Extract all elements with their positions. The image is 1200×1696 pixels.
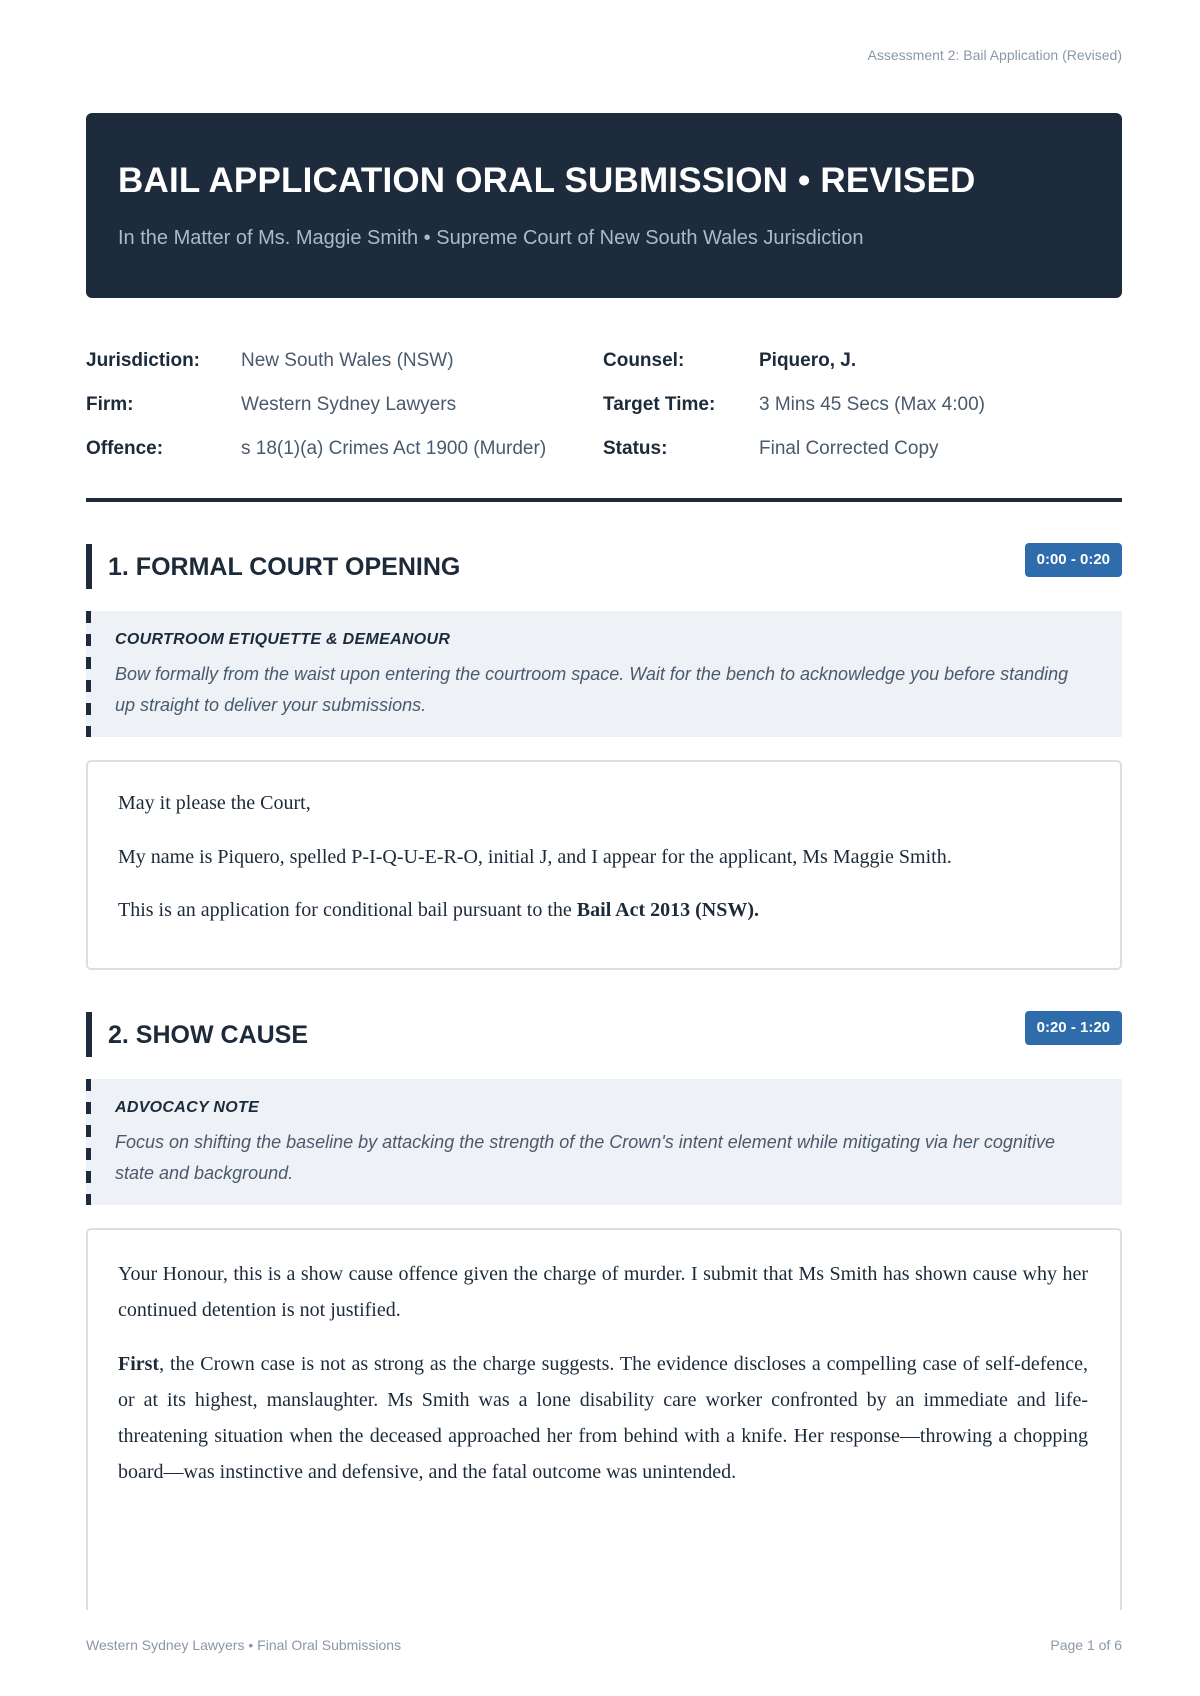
- document-title: BAIL APPLICATION ORAL SUBMISSION • REVISED: [118, 161, 976, 200]
- metadata-row: [86, 394, 1122, 418]
- target-time-value: 3 Mins 45 Secs (Max 4:00): [759, 394, 985, 415]
- jurisdiction-label: Jurisdiction:: [86, 350, 201, 371]
- firm-value: Western Sydney Lawyers: [241, 394, 457, 415]
- emphasis-first: First: [118, 1353, 160, 1375]
- offence-value: s 18(1)(a) Crimes Act 1900 (Murder): [241, 438, 547, 459]
- note-dashed-border: [86, 1079, 91, 1205]
- metadata-row: [86, 350, 1122, 374]
- time-badge: 0:00 - 0:20: [1025, 543, 1122, 577]
- counsel-label: Counsel:: [603, 350, 685, 371]
- script-paragraph: [118, 1346, 1088, 1490]
- heading-accent-bar: [86, 544, 92, 589]
- advocacy-note: [86, 1079, 1122, 1205]
- script-paragraph: [118, 899, 759, 922]
- script-text: This is an application for conditional bail pursuant to the: [118, 899, 577, 921]
- note-text: Bow formally from the waist upon entering the courtroom space. Wait for the bench to acknowledge you before standing up straight to deliver your submissions.: [115, 664, 1069, 715]
- status-label: Status:: [603, 438, 668, 459]
- offence-label: Offence:: [86, 438, 164, 459]
- section-formal-court-opening: [86, 544, 1122, 974]
- script-paragraph: May it please the Court,: [118, 792, 311, 814]
- running-header: Assessment 2: Bail Application (Revised): [867, 47, 1122, 63]
- page-number: Page 1 of 6: [1050, 1637, 1122, 1653]
- note-title: ADVOCACY NOTE: [115, 1099, 260, 1116]
- document-page: [86, 0, 1122, 1696]
- etiquette-note: [86, 611, 1122, 737]
- script-box: [86, 760, 1122, 970]
- section-heading: [86, 1012, 1122, 1057]
- section-title: 1. FORMAL COURT OPENING: [108, 553, 461, 581]
- document-subtitle: In the Matter of Ms. Maggie Smith • Supreme Court of New South Wales Jurisdiction: [118, 227, 864, 249]
- heading-accent-bar: [86, 1012, 92, 1057]
- firm-label: Firm:: [86, 394, 134, 415]
- script-box: [86, 1228, 1122, 1610]
- script-text: , the Crown case is not as strong as the charge suggests. The evidence discloses a compelling case of self-defence, or at its highest, manslaughter. Ms Smith was a lone disability care worker confronted by an immediate and life-threatening situation when the deceased approached her from behind with a knife. Her response—throwing a chopping board—was instinctive and defensive, and the fatal outcome was unintended.: [118, 1353, 1088, 1483]
- section-show-cause: [86, 1012, 1122, 1612]
- status-value: Final Corrected Copy: [759, 438, 939, 459]
- section-divider: [86, 498, 1122, 502]
- script-paragraph: My name is Piquero, spelled P-I-Q-U-E-R-O, initial J, and I appear for the applicant, Ms Maggie Smith.: [118, 846, 952, 868]
- running-footer: Western Sydney Lawyers • Final Oral Submissions: [86, 1637, 402, 1653]
- jurisdiction-value: New South Wales (NSW): [241, 350, 454, 371]
- note-text: Focus on shifting the baseline by attacking the strength of the Crown's intent element while mitigating via her cognitive state and background.: [115, 1132, 1055, 1183]
- section-title: 2. SHOW CAUSE: [108, 1021, 309, 1049]
- section-heading: [86, 544, 1122, 589]
- script-paragraph: Your Honour, this is a show cause offence given the charge of murder. I submit that Ms Smith has shown cause why her continued detention is not justified.: [118, 1263, 1088, 1321]
- title-banner: [86, 113, 1122, 298]
- note-dashed-border: [86, 611, 91, 737]
- metadata-row: [86, 438, 1122, 462]
- note-title: COURTROOM ETIQUETTE & DEMEANOUR: [115, 631, 451, 648]
- bail-act-citation: Bail Act 2013 (NSW).: [576, 899, 760, 921]
- counsel-value: Piquero, J.: [759, 350, 857, 371]
- target-time-label: Target Time:: [603, 394, 716, 415]
- time-badge: 0:20 - 1:20: [1025, 1011, 1122, 1045]
